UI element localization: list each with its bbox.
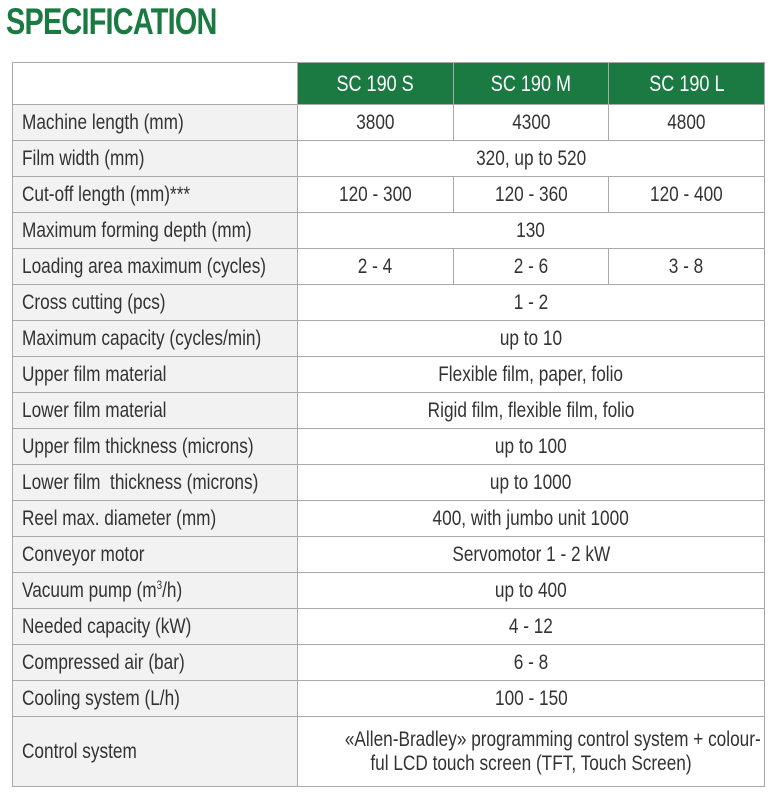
row-value: 120 - 300: [298, 177, 454, 213]
row-label: Maximum capacity (cycles/min): [13, 321, 298, 357]
row-label: Reel max. diameter (mm): [13, 501, 298, 537]
row-value: 2 - 6: [454, 249, 609, 285]
table-row: [13, 213, 765, 249]
row-label: Cut-off length (mm)***: [13, 177, 298, 213]
table-row: [13, 321, 765, 357]
table-row: [13, 537, 765, 573]
row-label: Loading area maximum (cycles): [13, 249, 298, 285]
page-title: SPECIFICATION: [6, 1, 217, 42]
row-value: 3800: [298, 105, 454, 141]
row-label: Cooling system (L/h): [13, 681, 298, 717]
row-label: Vacuum pump $(m^3/h)$: [13, 573, 298, 609]
row-label: Maximum forming depth (mm): [13, 213, 298, 249]
row-value: 1 - 2: [298, 285, 765, 321]
row-label: Lower film thickness (microns): [13, 465, 298, 501]
table-row: [13, 141, 765, 177]
table-row: [13, 429, 765, 465]
row-label: Conveyor motor: [13, 537, 298, 573]
row-value: Flexible film, paper, folio: [298, 357, 765, 393]
table-row: [13, 177, 765, 213]
row-label: Cross cutting (pcs): [13, 285, 298, 321]
row-label: Compressed air (bar): [13, 645, 298, 681]
row-value: up to 1000: [298, 465, 765, 501]
header-blank-cell: [13, 63, 298, 105]
row-value: 120 - 360: [454, 177, 609, 213]
row-value: 120 - 400: [609, 177, 765, 213]
row-value: up to 400: [298, 573, 765, 609]
row-value: 3 - 8: [609, 249, 765, 285]
row-value: 6 - 8: [298, 645, 765, 681]
row-value: Servomotor 1 - 2 kW: [298, 537, 765, 573]
row-value: 130: [298, 213, 765, 249]
row-label: Upper film material: [13, 357, 298, 393]
table-row: [13, 249, 765, 285]
row-value: 4300: [454, 105, 609, 141]
row-label: Film width (mm): [13, 141, 298, 177]
row-value: up to 100: [298, 429, 765, 465]
table-row: [13, 393, 765, 429]
row-value: 4 - 12: [298, 609, 765, 645]
header-row: [13, 63, 765, 105]
row-label: Lower film material: [13, 393, 298, 429]
row-value: 320, up to 520: [298, 141, 765, 177]
table-row: [13, 717, 765, 787]
table-row: [13, 357, 765, 393]
row-value: 100 - 150: [298, 681, 765, 717]
table-row: [13, 501, 765, 537]
row-value: up to 10: [298, 321, 765, 357]
table-row: [13, 609, 765, 645]
row-label: Needed capacity (kW): [13, 609, 298, 645]
table-row: [13, 285, 765, 321]
model-header-s: SC 190 S: [298, 63, 454, 105]
row-value: 2 - 4: [298, 249, 454, 285]
table-row: [13, 681, 765, 717]
specification-table: [12, 62, 765, 787]
row-value: 4800: [609, 105, 765, 141]
row-label: Machine length (mm): [13, 105, 298, 141]
row-value: Rigid film, flexible film, folio: [298, 393, 765, 429]
row-label: Upper film thickness (microns): [13, 429, 298, 465]
table-row: [13, 105, 765, 141]
model-header-m: SC 190 M: [454, 63, 609, 105]
row-value: 400, with jumbo unit 1000: [298, 501, 765, 537]
row-label: Control system: [13, 717, 298, 787]
table-row: [13, 645, 765, 681]
model-header-l: SC 190 L: [609, 63, 765, 105]
row-value: «Allen-Bradley» programming control system + colour- ful LCD touch screen (TFT, Touch Screen): [298, 717, 765, 787]
table-row: [13, 465, 765, 501]
table-row: [13, 573, 765, 609]
